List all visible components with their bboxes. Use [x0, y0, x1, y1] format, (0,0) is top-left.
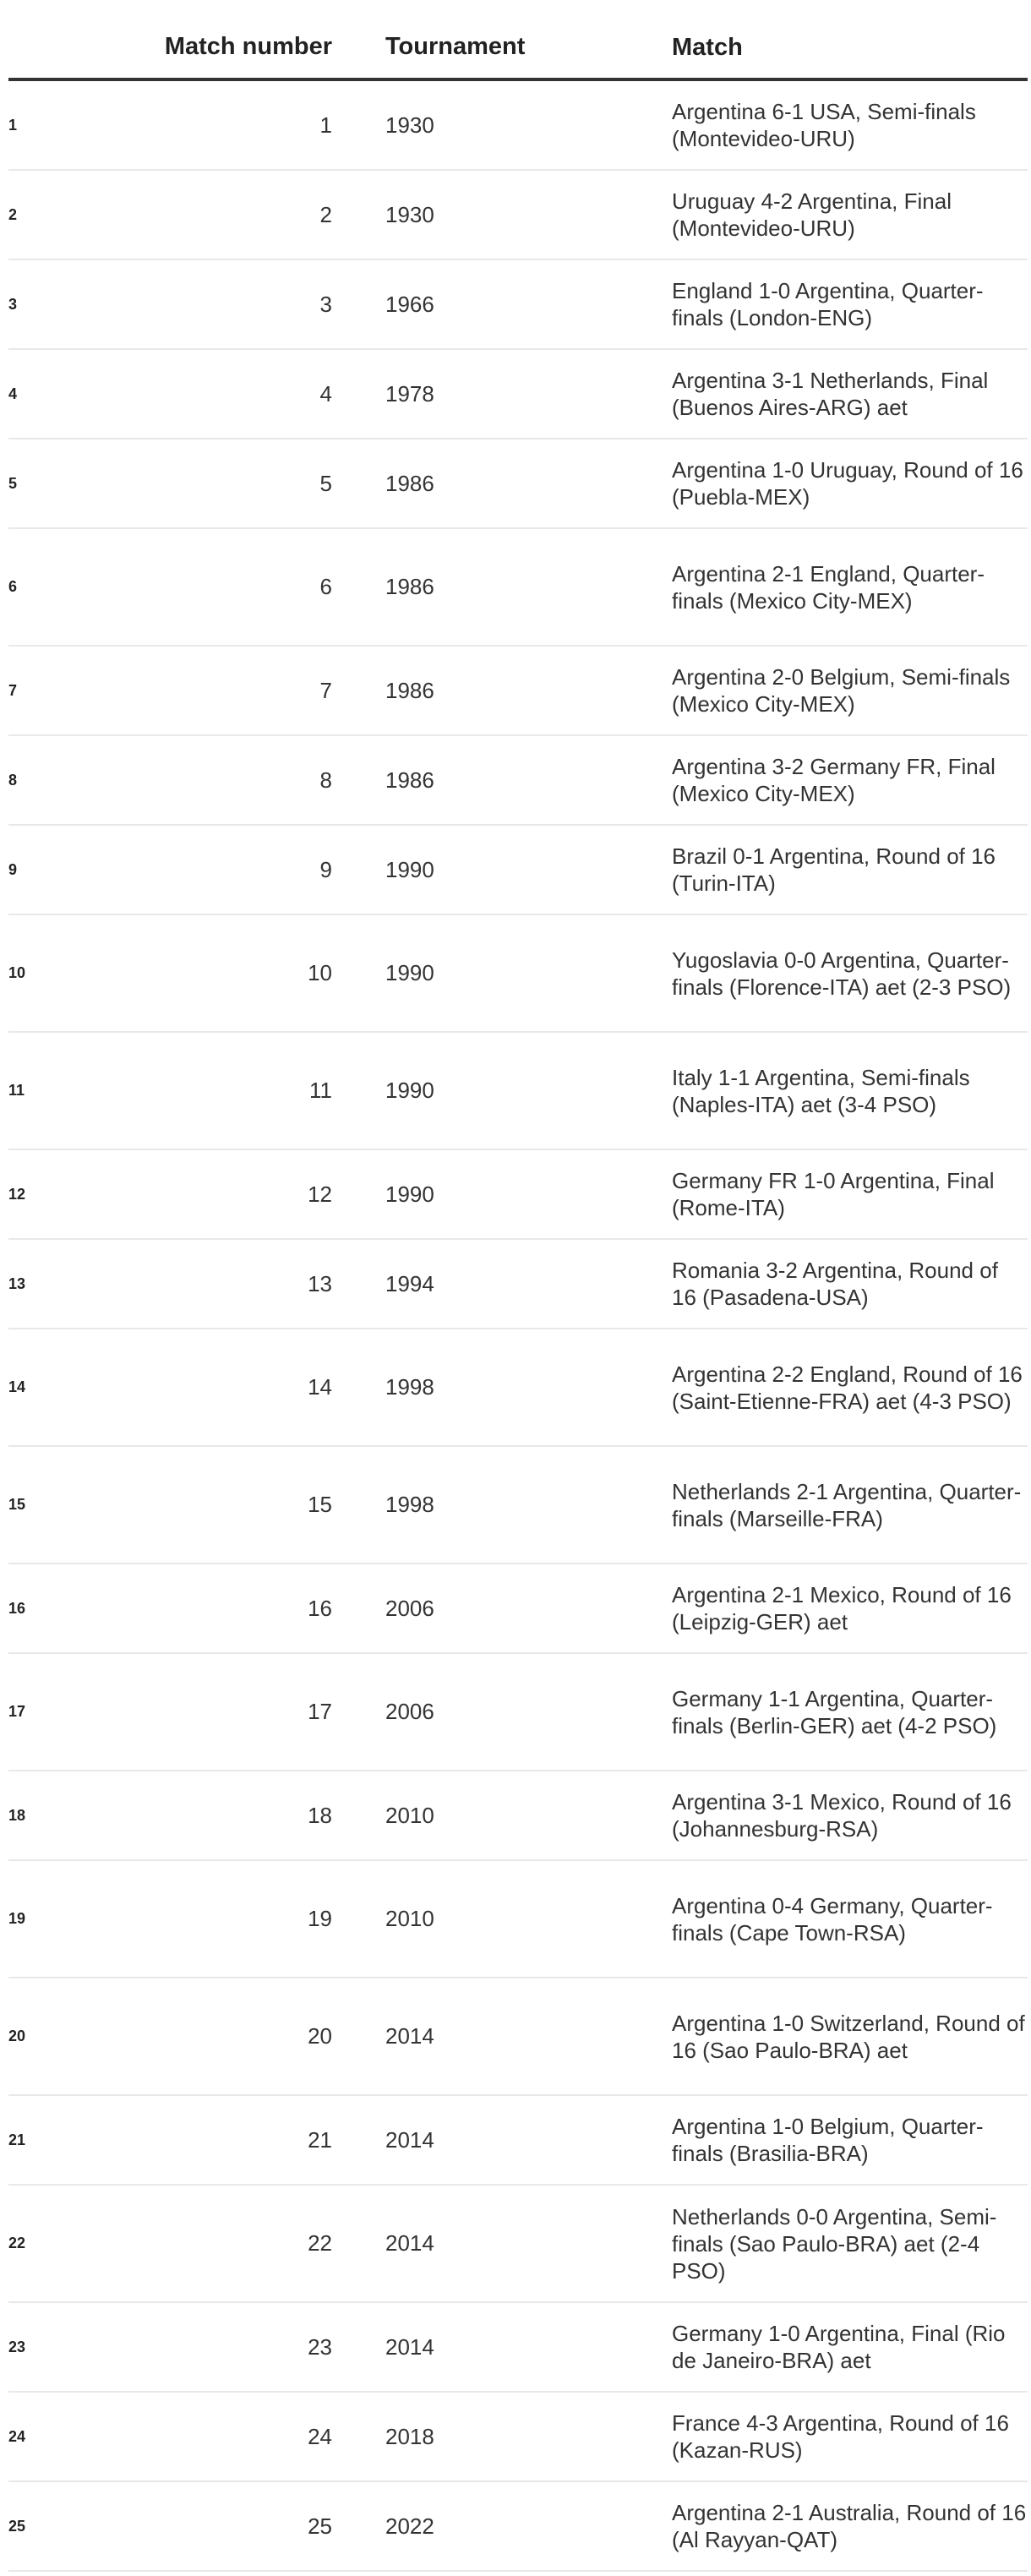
match-number-cell: 22	[308, 2230, 332, 2256]
match-cell: Germany 1-0 Argentina, Final (Rio de Janeiro-BRA) aet	[672, 2321, 1006, 2373]
tournament-cell: 1986	[385, 677, 434, 703]
match-cell: Argentina 1-0 Belgium, Quarter-finals (Brasilia-BRA)	[672, 2114, 984, 2166]
table-row	[8, 2186, 1028, 2303]
match-number-cell: 2	[319, 201, 332, 227]
tournament-cell: 1930	[385, 112, 434, 138]
match-number-cell: 11	[309, 1078, 332, 1103]
row-index: 17	[8, 1703, 26, 1720]
index-column-header	[8, 61, 93, 78]
match-cell: Argentina 2-0 Belgium, Semi-finals (Mexico City-MEX)	[672, 664, 1011, 717]
table-row	[8, 1150, 1028, 1240]
match-number-cell: 5	[319, 470, 332, 496]
row-index: 16	[8, 1599, 26, 1617]
row-index: 3	[8, 295, 18, 313]
match-column-header[interactable]: Match	[672, 34, 743, 61]
match-number-cell: 23	[308, 2333, 332, 2360]
tournament-column-header[interactable]: Tournament	[385, 33, 526, 60]
matches-table	[8, 0, 1028, 2572]
table-row	[8, 171, 1028, 260]
row-index: 11	[8, 1082, 25, 1099]
match-cell: Argentina 3-1 Netherlands, Final (Buenos Aires-ARG) aet	[672, 368, 989, 420]
tournament-cell: 1990	[385, 856, 434, 882]
row-index: 7	[8, 681, 18, 699]
table-row	[8, 826, 1028, 915]
tournament-cell: 1994	[385, 1270, 434, 1296]
table-row	[8, 260, 1028, 350]
match-cell: Argentina 3-2 Germany FR, Final (Mexico City-MEX)	[672, 754, 996, 806]
match-number-cell: 1	[319, 112, 332, 138]
table-row	[8, 1329, 1028, 1447]
match-number-cell: 8	[319, 767, 332, 793]
row-index: 10	[8, 964, 26, 981]
match-cell: Germany FR 1-0 Argentina, Final (Rome-ITA)	[672, 1168, 995, 1220]
row-index: 13	[8, 1274, 26, 1292]
table-row	[8, 81, 1028, 171]
match-number-cell: 19	[308, 1906, 332, 1931]
match-cell: Germany 1-1 Argentina, Quarter-finals (Berlin-GER) aet (4-2 PSO)	[672, 1685, 997, 1738]
table-row	[8, 1240, 1028, 1329]
row-index: 22	[8, 2235, 26, 2251]
tournament-cell: 2006	[385, 1595, 434, 1621]
match-cell: Brazil 0-1 Argentina, Round of 16 (Turin-ITA)	[672, 843, 996, 896]
tournament-cell: 2010	[385, 1802, 434, 1828]
row-index: 6	[8, 578, 18, 595]
table-row	[8, 2393, 1028, 2482]
tournament-cell: 1990	[385, 960, 434, 985]
table-row	[8, 1033, 1028, 1150]
row-index: 19	[8, 1910, 26, 1927]
tournament-cell: 1998	[385, 1374, 434, 1400]
table-row	[8, 915, 1028, 1033]
tournament-cell: 1986	[385, 574, 434, 599]
match-cell: Argentina 6-1 USA, Semi-finals (Montevideo-URU)	[672, 99, 976, 151]
row-index: 9	[8, 860, 18, 878]
table-row	[8, 1861, 1028, 1978]
match-cell: Romania 3-2 Argentina, Round of 16 (Pasadena-USA)	[672, 1258, 998, 1310]
match-number-cell: 20	[308, 2023, 332, 2049]
match-cell: Yugoslavia 0-0 Argentina, Quarter-finals (Florence-ITA) aet (2-3 PSO)	[672, 947, 1012, 1000]
tournament-cell: 2006	[385, 1699, 434, 1724]
table-row	[8, 647, 1028, 736]
table-row	[8, 529, 1028, 647]
match-cell: France 4-3 Argentina, Round of 16 (Kazan-RUS)	[672, 2410, 1009, 2463]
row-index: 12	[8, 1185, 26, 1203]
tournament-cell: 2014	[385, 2230, 434, 2256]
match-cell: Italy 1-1 Argentina, Semi-finals (Naples-ITA) aet (3-4 PSO)	[672, 1064, 970, 1117]
match-number-cell: 14	[308, 1374, 332, 1400]
match-number-cell: 6	[319, 574, 332, 599]
match-number-cell: 10	[308, 960, 332, 985]
tournament-cell: 1930	[385, 201, 434, 227]
row-index: 21	[8, 2131, 26, 2148]
match-cell: England 1-0 Argentina, Quarter-finals (London-ENG)	[672, 278, 984, 330]
tournament-cell: 2014	[385, 2333, 434, 2360]
tournament-cell: 1986	[385, 767, 434, 793]
match-number-cell: 17	[308, 1699, 332, 1724]
row-index: 4	[8, 385, 18, 402]
match-number-cell: 3	[319, 291, 332, 317]
match-cell: Argentina 1-0 Uruguay, Round of 16 (Puebla-MEX)	[672, 457, 1023, 510]
table-row	[8, 1978, 1028, 2096]
match-number-cell: 25	[308, 2513, 332, 2539]
table-row	[8, 2482, 1028, 2572]
match-cell: Argentina 1-0 Switzerland, Round of 16 (Sao Paulo-BRA) aet	[672, 2010, 1025, 2063]
match-number-cell: 4	[319, 380, 332, 407]
row-index: 25	[8, 2517, 26, 2535]
tournament-cell: 1966	[385, 291, 434, 317]
match-number-cell: 9	[319, 856, 332, 882]
match-cell: Argentina 0-4 Germany, Quarter-finals (Cape Town-RSA)	[672, 1892, 993, 1946]
row-index: 1	[8, 116, 18, 134]
match-number-cell: 12	[308, 1181, 332, 1207]
table-header	[8, 0, 1028, 81]
match-number-cell: 18	[308, 1802, 332, 1828]
match-number-cell: 7	[319, 677, 332, 703]
match-number-cell: 15	[308, 1492, 332, 1517]
table-row	[8, 2303, 1028, 2393]
row-index: 23	[8, 2338, 26, 2355]
row-index: 5	[8, 474, 18, 492]
match-cell: Netherlands 0-0 Argentina, Semi-finals (Sao Paulo-BRA) aet (2-4 PSO)	[672, 2203, 997, 2284]
row-index: 15	[8, 1496, 26, 1513]
table-row	[8, 1771, 1028, 1861]
table-row	[8, 1564, 1028, 1654]
match-cell: Argentina 2-2 England, Round of 16 (Saint-Etienne-FRA) aet (4-3 PSO)	[672, 1361, 1023, 1414]
match-cell: Argentina 3-1 Mexico, Round of 16 (Johannesburg-RSA)	[672, 1789, 1012, 1842]
tournament-cell: 2014	[385, 2126, 434, 2153]
match-number-cell: 21	[308, 2126, 332, 2153]
table-row	[8, 2096, 1028, 2186]
row-index: 18	[8, 1806, 26, 1824]
tournament-cell: 1990	[385, 1078, 434, 1103]
tournament-cell: 1978	[385, 380, 434, 407]
table-row	[8, 1654, 1028, 1771]
tournament-cell: 2018	[385, 2423, 434, 2449]
match-cell: Netherlands 2-1 Argentina, Quarter-finals (Marseille-FRA)	[672, 1478, 1022, 1531]
match-cell: Argentina 2-1 England, Quarter-finals (Mexico City-MEX)	[672, 560, 985, 614]
row-index: 8	[8, 771, 18, 789]
match-number-column-header[interactable]: Match number	[164, 33, 332, 60]
match-cell: Uruguay 4-2 Argentina, Final (Montevideo-URU)	[672, 188, 952, 241]
match-number-cell: 13	[308, 1270, 332, 1296]
match-number-cell: 16	[308, 1595, 332, 1621]
row-index: 20	[8, 2028, 26, 2044]
tournament-cell: 2014	[385, 2023, 434, 2049]
match-cell: Argentina 2-1 Mexico, Round of 16 (Leipzig-GER) aet	[672, 1582, 1012, 1635]
tournament-cell: 2022	[385, 2513, 434, 2539]
row-index: 14	[8, 1378, 26, 1395]
table-row	[8, 1447, 1028, 1564]
row-index: 24	[8, 2427, 26, 2445]
tournament-cell: 1998	[385, 1492, 434, 1517]
tournament-cell: 1990	[385, 1181, 434, 1207]
match-number-cell: 24	[308, 2423, 332, 2449]
tournament-cell: 1986	[385, 470, 434, 496]
match-cell: Argentina 2-1 Australia, Round of 16 (Al Rayyan-QAT)	[672, 2500, 1027, 2552]
table-row	[8, 350, 1028, 439]
tournament-cell: 2010	[385, 1906, 434, 1931]
row-index: 2	[8, 205, 18, 223]
table-row	[8, 736, 1028, 826]
table-row	[8, 439, 1028, 529]
